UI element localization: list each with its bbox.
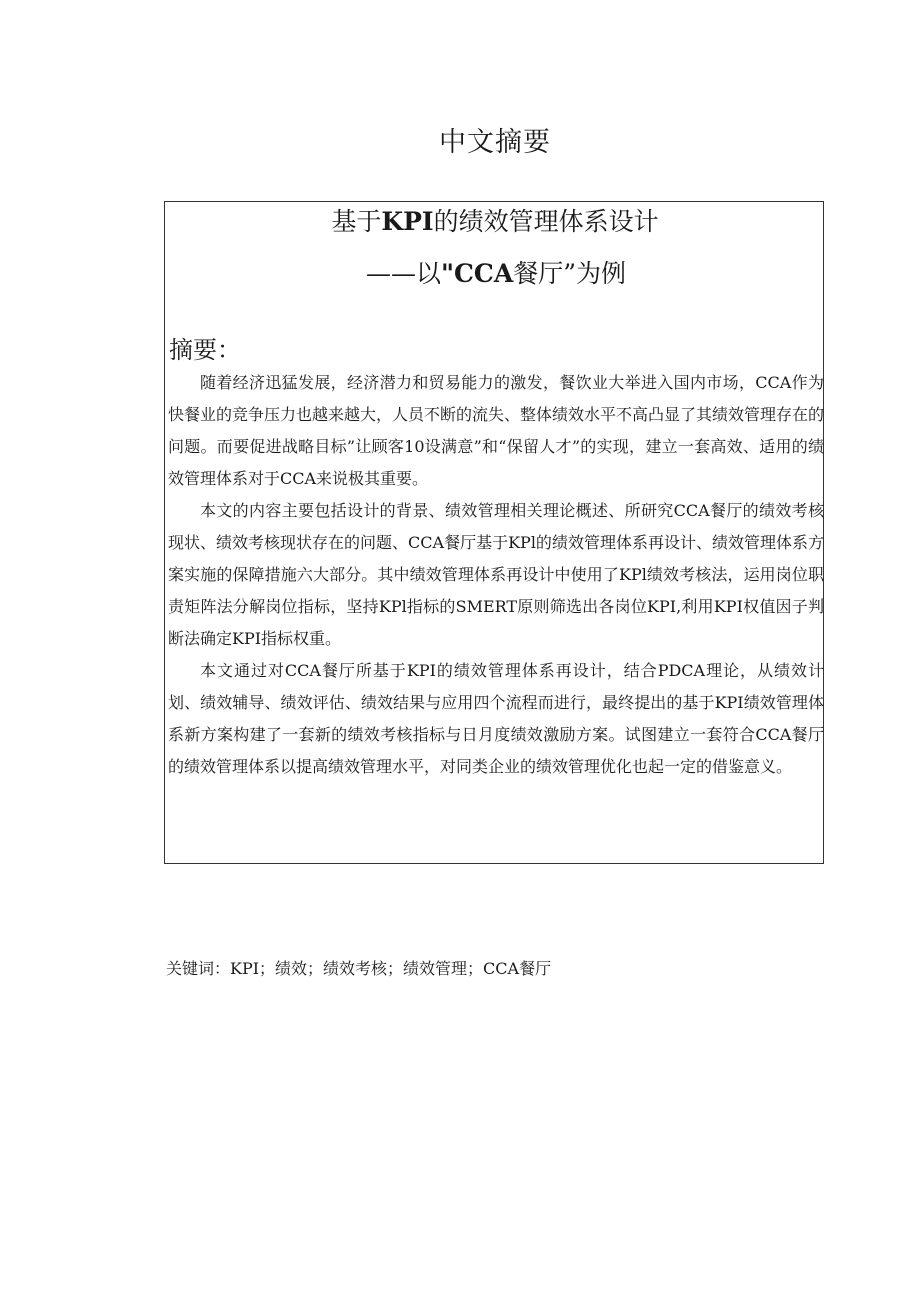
thesis-title-kpi: KPI [381,207,434,236]
page-title: 中文摘要 [439,127,551,158]
thesis-title-suffix: 的绩效管理体系设计 [433,207,659,236]
keywords: 关键词：KPI；绩效；绩效考核；绩效管理；CCA餐厅 [166,959,552,978]
abstract-body [168,367,824,783]
thesis-subtitle [165,254,827,290]
thesis-subtitle-cca: "CCA [441,259,514,288]
abstract-paragraph-2: 本文的内容主要包括设计的背景、绩效管理相关理论概述、所研究CCA餐厅的绩效考核现状、绩效考核现状存在的问题、CCA餐厅基于KPl的绩效管理体系再设计、绩效管理体系方案实施的保障措施六大部分。其中绩效管理体系再设计中使用了KPl绩效考核法，运用岗位职责矩阵法分解岗位指标，坚持KPl指标的SMERT原则筛选出各岗位KPI,利用KPI权值因子判断法确定KPI指标权重。 [168,501,824,648]
abstract-paragraph-1: 随着经济迅猛发展，经济潜力和贸易能力的激发，餐饮业大举进入国内市场，CCA作为快餐业的竞争压力也越来越大，人员不断的流失、整体绩效水平不高凸显了其绩效管理存在的问题。而要促进战略目标”让顾客10设满意”和“保留人才”的实现，建立一套高效、适用的绩效管理体系对于CCA来说极其重要。 [168,373,825,488]
thesis-title-prefix: 基于 [331,207,382,236]
abstract-heading: 摘要： [169,336,241,364]
thesis-subtitle-prefix: ——以 [365,259,441,288]
thesis-subtitle-suffix: 餐厅”为例 [513,259,626,288]
abstract-box [164,201,824,864]
abstract-paragraph-3: 本文通过对CCA餐厅所基于KPI的绩效管理体系再设计，结合PDCA理论，从绩效计划、绩效辅导、绩效评估、绩效结果与应用四个流程而进行，最终提出的基于KPI绩效管理体系新方案构建了一套新的绩效考核指标与日月度绩效激励方案。试图建立一套符合CCA餐厅的绩效管理体系以提高绩效管理水平，对同类企业的绩效管理优化也起一定的借鉴意义。 [168,661,824,776]
thesis-title [165,202,825,238]
